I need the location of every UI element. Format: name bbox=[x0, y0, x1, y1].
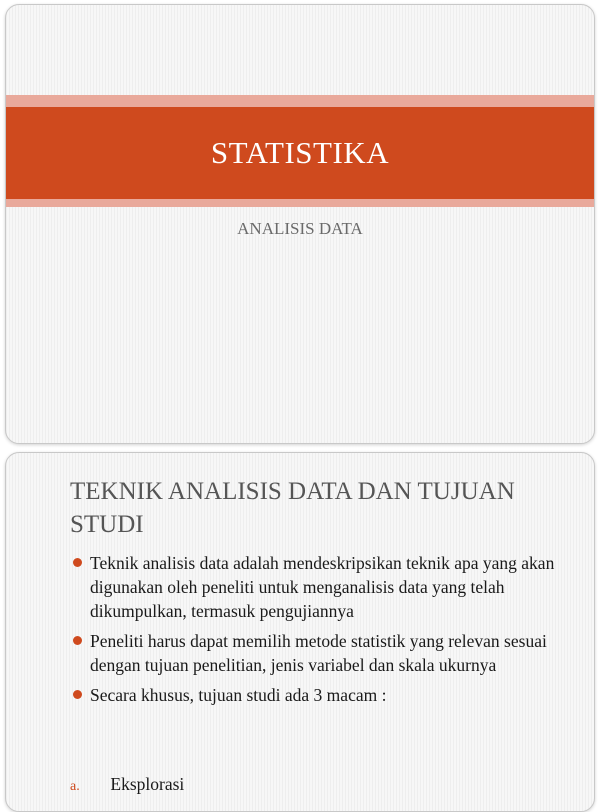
title-band-top-stripe bbox=[6, 95, 594, 107]
title-slide bbox=[5, 4, 595, 444]
content-slide-title: TEKNIK ANALISIS DATA DAN TUJUAN STUDI bbox=[70, 478, 515, 538]
sub-item-label: Eksplorasi bbox=[110, 774, 185, 794]
bullet-text: Peneliti harus dapat memilih metode statistik yang relevan sesuai dengan tujuan penelitian, jenis variabel dan skala ukurnya bbox=[90, 631, 547, 675]
bullet-dot-icon bbox=[73, 690, 82, 699]
bullet-dot-icon bbox=[73, 636, 82, 645]
title-band-bottom-stripe bbox=[6, 199, 594, 207]
sub-item-marker: a. bbox=[70, 779, 80, 794]
bullet-text: Secara khusus, tujuan studi ada 3 macam : bbox=[90, 685, 387, 705]
sub-item bbox=[70, 772, 184, 799]
content-slide bbox=[5, 452, 595, 812]
bullet-text: Teknik analisis data adalah mendeskripsikan teknik apa yang akan digunakan oleh peneliti untuk menganalisis data yang telah dikumpulkan, termasuk pengujiannya bbox=[90, 553, 555, 621]
bullet-dot-icon bbox=[73, 558, 82, 567]
bullet-list bbox=[70, 551, 585, 713]
bullet-item bbox=[70, 551, 585, 623]
slide-subtitle: ANALISIS DATA bbox=[237, 219, 363, 238]
bullet-item bbox=[70, 683, 585, 707]
slide-title: STATISTIKA bbox=[210, 135, 390, 170]
bullet-item bbox=[70, 629, 585, 677]
title-band bbox=[6, 95, 594, 211]
